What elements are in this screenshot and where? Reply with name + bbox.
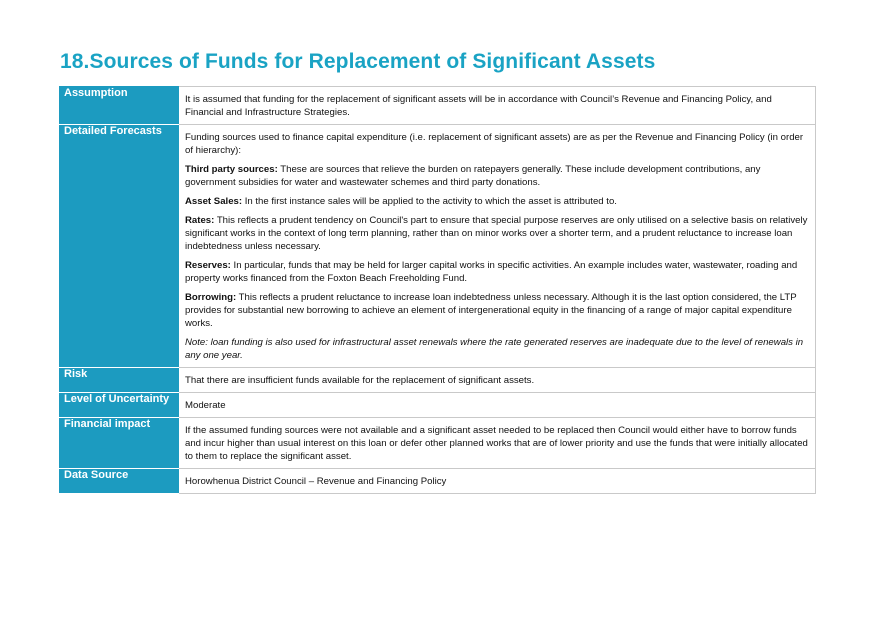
paragraph [185, 475, 810, 488]
paragraph-lead: Asset Sales: [185, 196, 243, 207]
table-row [60, 125, 816, 368]
row-content [179, 87, 816, 125]
assumptions-table [59, 86, 816, 494]
paragraph-text: This reflects a prudent reluctance to increase loan indebtedness unless necessary. Although it is the last option considered, the LTP provides for substantial new borrowing to achieve an element of intergenerational equity in the financing of a range of major capital expenditure works. [185, 292, 797, 329]
paragraph-text: If the assumed funding sources were not available and a significant asset needed to be replaced then Council would either have to borrow funds and incur higher than usual interest on this loan or defer other planned works that are of lower priority and use the funds that were initially allocated to them to replace the significant asset. [185, 425, 808, 462]
paragraph [185, 163, 810, 189]
row-content [179, 418, 816, 469]
paragraph-lead: Borrowing: [185, 292, 237, 303]
paragraph [185, 195, 810, 208]
table-row [60, 87, 816, 125]
table-row [60, 469, 816, 494]
paragraph-lead: Third party sources: [185, 164, 278, 175]
row-label: Risk [60, 368, 179, 393]
paragraph-text: Horowhenua District Council – Revenue and Financing Policy [185, 476, 447, 487]
paragraph [185, 374, 810, 387]
row-content [179, 469, 816, 494]
paragraph-lead: Reserves: [185, 260, 231, 271]
paragraph [185, 259, 810, 285]
paragraph-text: This reflects a prudent tendency on Council's part to ensure that special purpose reserves are only utilised on a selective basis on relatively significant works in the context of long term planning, rather than on minor works over a shorter term, and a prudent reluctance to increase loan indebtedness unless necessary. [185, 215, 808, 252]
paragraph [185, 131, 810, 157]
paragraph-text: That there are insufficient funds available for the replacement of significant assets. [185, 375, 535, 386]
table-row [60, 418, 816, 469]
paragraph [185, 424, 810, 463]
paragraph [185, 291, 810, 330]
paragraph [185, 399, 810, 412]
row-label: Data Source [60, 469, 179, 494]
paragraph-text: In the first instance sales will be applied to the activity to which the asset is attributed to. [242, 196, 617, 207]
paragraph-text: Moderate [185, 400, 226, 411]
paragraph [185, 214, 810, 253]
row-label: Financial impact [60, 418, 179, 469]
paragraph [185, 93, 810, 119]
paragraph-text: In particular, funds that may be held for larger capital works in specific activities. An example includes water, wastewater, roading and property works financed from the Foxton Beach Freeholding Fund. [185, 260, 798, 284]
row-label: Assumption [60, 87, 179, 125]
row-content [179, 125, 816, 368]
paragraph-text: Funding sources used to finance capital expenditure (i.e. replacement of significant assets) are as per the Revenue and Financing Policy (in order of hierarchy): [185, 132, 804, 156]
row-label: Detailed Forecasts [60, 125, 179, 368]
note-paragraph [185, 336, 810, 362]
paragraph-text: These are sources that relieve the burden on ratepayers generally. These include development contributions, any government subsidies for water and wastewater schemes and third party donations. [185, 164, 761, 188]
row-content [179, 368, 816, 393]
paragraph-text: Note: loan funding is also used for infrastructural asset renewals where the rate generated reserves are inadequate due to the level of renewals in any one year. [185, 337, 804, 361]
paragraph-lead: Rates: [185, 215, 215, 226]
row-content [179, 393, 816, 418]
table-row [60, 368, 816, 393]
section-heading: 18.Sources of Funds for Replacement of Significant Assets [60, 50, 656, 73]
paragraph-text: It is assumed that funding for the replacement of significant assets will be in accordance with Council’s Revenue and Financing Policy, and Financial and Infrastructure Strategies. [185, 94, 772, 118]
table-row [60, 393, 816, 418]
row-label: Level of Uncertainty [60, 393, 179, 418]
